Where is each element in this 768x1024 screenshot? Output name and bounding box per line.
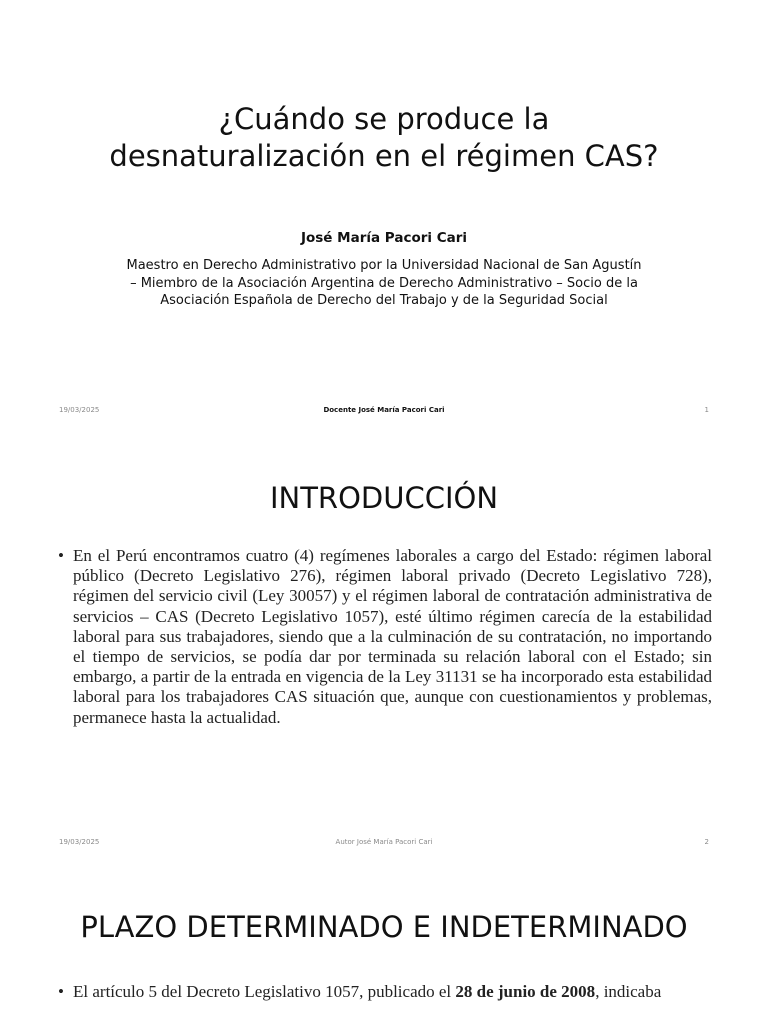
title-line-2: desnaturalización en el régimen CAS? bbox=[109, 139, 659, 173]
bio-line-3: Asociación Española de Derecho del Trabajo y de la Seguridad Social bbox=[160, 293, 608, 308]
author-bio bbox=[86, 257, 682, 310]
bio-line-1: Maestro en Derecho Administrativo por la Universidad Nacional de San Agustín bbox=[126, 258, 642, 273]
title-line-1: ¿Cuándo se produce la bbox=[218, 102, 550, 136]
bullet-text-part-2: , indicaba bbox=[595, 982, 662, 1001]
slide-2 bbox=[0, 432, 768, 864]
footer-author: Autor José María Pacori Cari bbox=[335, 838, 433, 846]
bullet-item bbox=[58, 546, 712, 728]
footer-date: 19/03/2025 bbox=[59, 406, 100, 414]
bullet-text-part-1: El artículo 5 del Decreto Legislativo 1057, publicado el bbox=[73, 982, 456, 1001]
slide-title: PLAZO DETERMINADO E INDETERMINADO bbox=[80, 910, 688, 944]
bullet-icon: • bbox=[58, 982, 64, 1001]
slide-1 bbox=[0, 0, 768, 432]
bullet-icon: • bbox=[58, 546, 64, 565]
slide-title: INTRODUCCIÓN bbox=[269, 481, 499, 515]
slide-number: 1 bbox=[704, 406, 709, 414]
slide-3 bbox=[0, 864, 768, 1024]
bullet-item bbox=[58, 982, 712, 1002]
slide-number: 2 bbox=[704, 838, 709, 846]
bio-line-2: – Miembro de la Asociación Argentina de Derecho Administrativo – Socio de la bbox=[130, 275, 638, 291]
slide-title bbox=[40, 101, 728, 175]
bullet-text: En el Perú encontramos cuatro (4) regímenes laborales a cargo del Estado: régimen laboral público (Decreto Legislativo 276), régimen laboral privado (Decreto Legislativo 728), régimen del servicio civil (Ley 30057) y el régimen laboral de contratación administrativa de servicios – CAS (Decreto Legislativo 1057), esté último régimen carecía de la estabilidad laboral para sus trabajadores, siendo que a la culminación de su contratación, no importando el tiempo de servicios, se podía dar por terminada su relación laboral con el Estado; sin embargo, a partir de la entrada en vigencia de la Ley 31131 se ha incorporado esta estabilidad laboral para los trabajadores CAS situación que, aunque con cuestionamientos y problemas, permanece hasta la actualidad. bbox=[73, 546, 712, 727]
bullet-text bbox=[73, 982, 712, 1002]
footer-author: Docente José María Pacori Cari bbox=[323, 406, 445, 414]
bullet-text-date: 28 de junio de 2008 bbox=[455, 982, 596, 1001]
author-name: José María Pacori Cari bbox=[300, 230, 468, 246]
footer-date: 19/03/2025 bbox=[59, 838, 100, 846]
